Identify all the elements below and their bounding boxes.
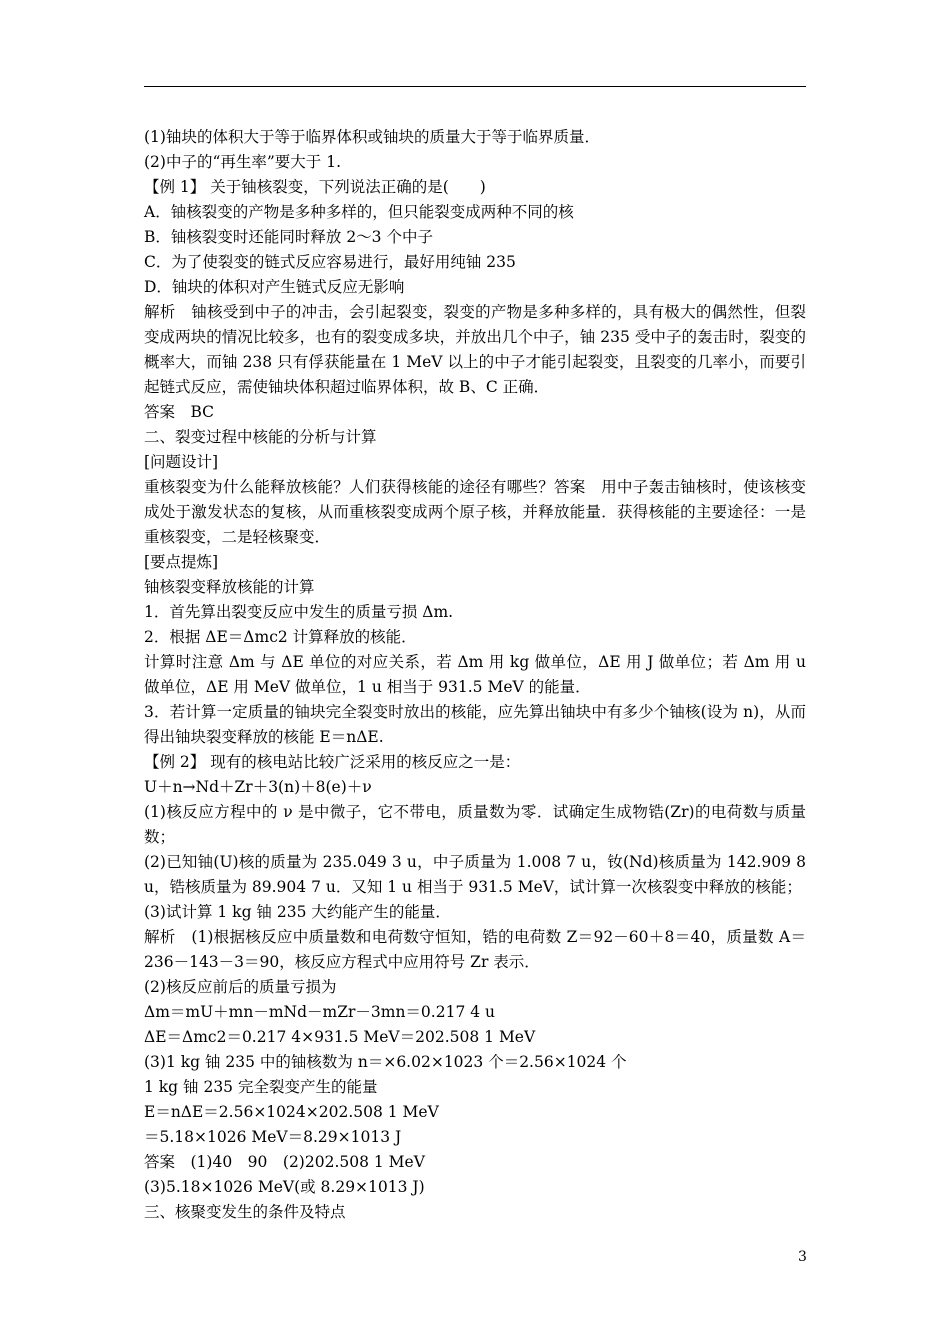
step-item: 3．若计算一定质量的铀块完全裂变时放出的核能，应先算出铀块中有多少个铀核(设为 n)，从而得出铀块裂变释放的核能 E＝nΔE. <box>144 703 806 746</box>
text-line: (2)核反应前后的质量亏损为 <box>144 978 337 996</box>
text-line: (1)铀块的体积大于等于临界体积或铀块的质量大于等于临界质量． <box>144 128 600 146</box>
formula-line: (3)1 kg 铀 235 中的铀核数为 n＝×6.02×1023 个＝2.56×1024 个 <box>144 1053 627 1071</box>
reaction-equation: U＋n→Nd＋Zr＋3(n)＋8(e)＋ν <box>144 778 372 796</box>
text-line: 铀核裂变释放核能的计算 <box>144 578 315 596</box>
step-item: 2．根据 ΔE＝Δmc2 计算释放的核能． <box>144 628 417 646</box>
answer-line: 答案 (1)40 90 (2)202.508 1 MeV <box>144 1153 425 1171</box>
analysis-paragraph: 解析 (1)根据核反应中质量数和电荷数守恒知，锆的电荷数 Z＝92－60＋8＝40，质量数 A＝236－143－3＝90，核反应方程式中应用符号 Zr 表示． <box>144 928 806 971</box>
example-heading: 【例 1】 关于铀核裂变，下列说法正确的是( ) <box>144 178 486 196</box>
section-heading: 二、裂变过程中核能的分析与计算 <box>144 428 377 446</box>
option-c: C．为了使裂变的链式反应容易进行，最好用纯铀 235 <box>144 253 516 271</box>
subsection-label: [要点提炼] <box>144 553 219 571</box>
formula-line: Δm＝mU＋mn－mNd－mZr－3mn＝0.217 4 u <box>144 1003 496 1021</box>
formula-line: ΔE＝Δmc2＝0.217 4×931.5 MeV＝202.508 1 MeV <box>144 1028 536 1046</box>
question-item: (1)核反应方程中的 ν 是中微子，它不带电，质量数为零．试确定生成物锆(Zr)的电荷数与质量数； <box>144 803 806 846</box>
question-item: (2)已知铀(U)核的质量为 235.049 3 u，中子质量为 1.008 7 u，钕(Nd)核质量为 142.909 8 u，锆核质量为 89.904 7 u．又知 1 u 相当于 931.5 MeV，试计算一次核裂变中释放的核能； <box>144 853 806 896</box>
subsection-label: [问题设计] <box>144 453 219 471</box>
step-item: 1．首先算出裂变反应中发生的质量亏损 Δm. <box>144 603 454 621</box>
formula-line: ＝5.18×1026 MeV＝8.29×1013 J <box>144 1128 402 1146</box>
question-paragraph: 重核裂变为什么能释放核能？人们获得核能的途径有哪些？答案 用中子轰击铀核时，使该核变成处于激发状态的复核，从而重核裂变成两个原子核，并释放能量．获得核能的主要途径：一是重核裂变，二是轻核聚变． <box>144 478 806 546</box>
option-a: A．铀核裂变的产物是多种多样的，但只能裂变成两种不同的核 <box>144 203 574 221</box>
text-line: (2)中子的“再生率”要大于 1. <box>144 153 342 171</box>
answer-line: (3)5.18×1026 MeV(或 8.29×1013 J) <box>144 1178 425 1196</box>
text-line: 1 kg 铀 235 完全裂变产生的能量 <box>144 1078 378 1096</box>
question-item: (3)试计算 1 kg 铀 235 大约能产生的能量． <box>144 903 451 921</box>
section-heading: 三、核聚变发生的条件及特点 <box>144 1203 346 1221</box>
option-d: D．铀块的体积对产生链式反应无影响 <box>144 278 405 296</box>
example-heading: 【例 2】 现有的核电站比较广泛采用的核反应之一是： <box>144 753 521 771</box>
note-paragraph: 计算时注意 Δm 与 ΔE 单位的对应关系，若 Δm 用 kg 做单位，ΔE 用 J 做单位；若 Δm 用 u 做单位，ΔE 用 MeV 做单位，1 u 相当于 931.5 MeV 的能量． <box>144 653 806 696</box>
document-body <box>144 125 806 1225</box>
formula-line: E＝nΔE＝2.56×1024×202.508 1 MeV <box>144 1103 439 1121</box>
analysis-paragraph: 解析 铀核受到中子的冲击，会引起裂变，裂变的产物是多种多样的，具有极大的偶然性，但裂变成两块的情况比较多，也有的裂变成多块，并放出几个中子，铀 235 受中子的轰击时，裂变的概率大，而铀 238 只有俘获能量在 1 MeV 以上的中子才能引起裂变，且裂变的几率小，而要引起链式反应，需使铀块体积超过临界体积，故 B、C 正确． <box>144 303 806 396</box>
header-rule <box>144 86 806 87</box>
page-number: 3 <box>798 1249 807 1265</box>
option-b: B．铀核裂变时还能同时释放 2～3 个中子 <box>144 228 433 246</box>
answer-line: 答案 BC <box>144 403 215 421</box>
